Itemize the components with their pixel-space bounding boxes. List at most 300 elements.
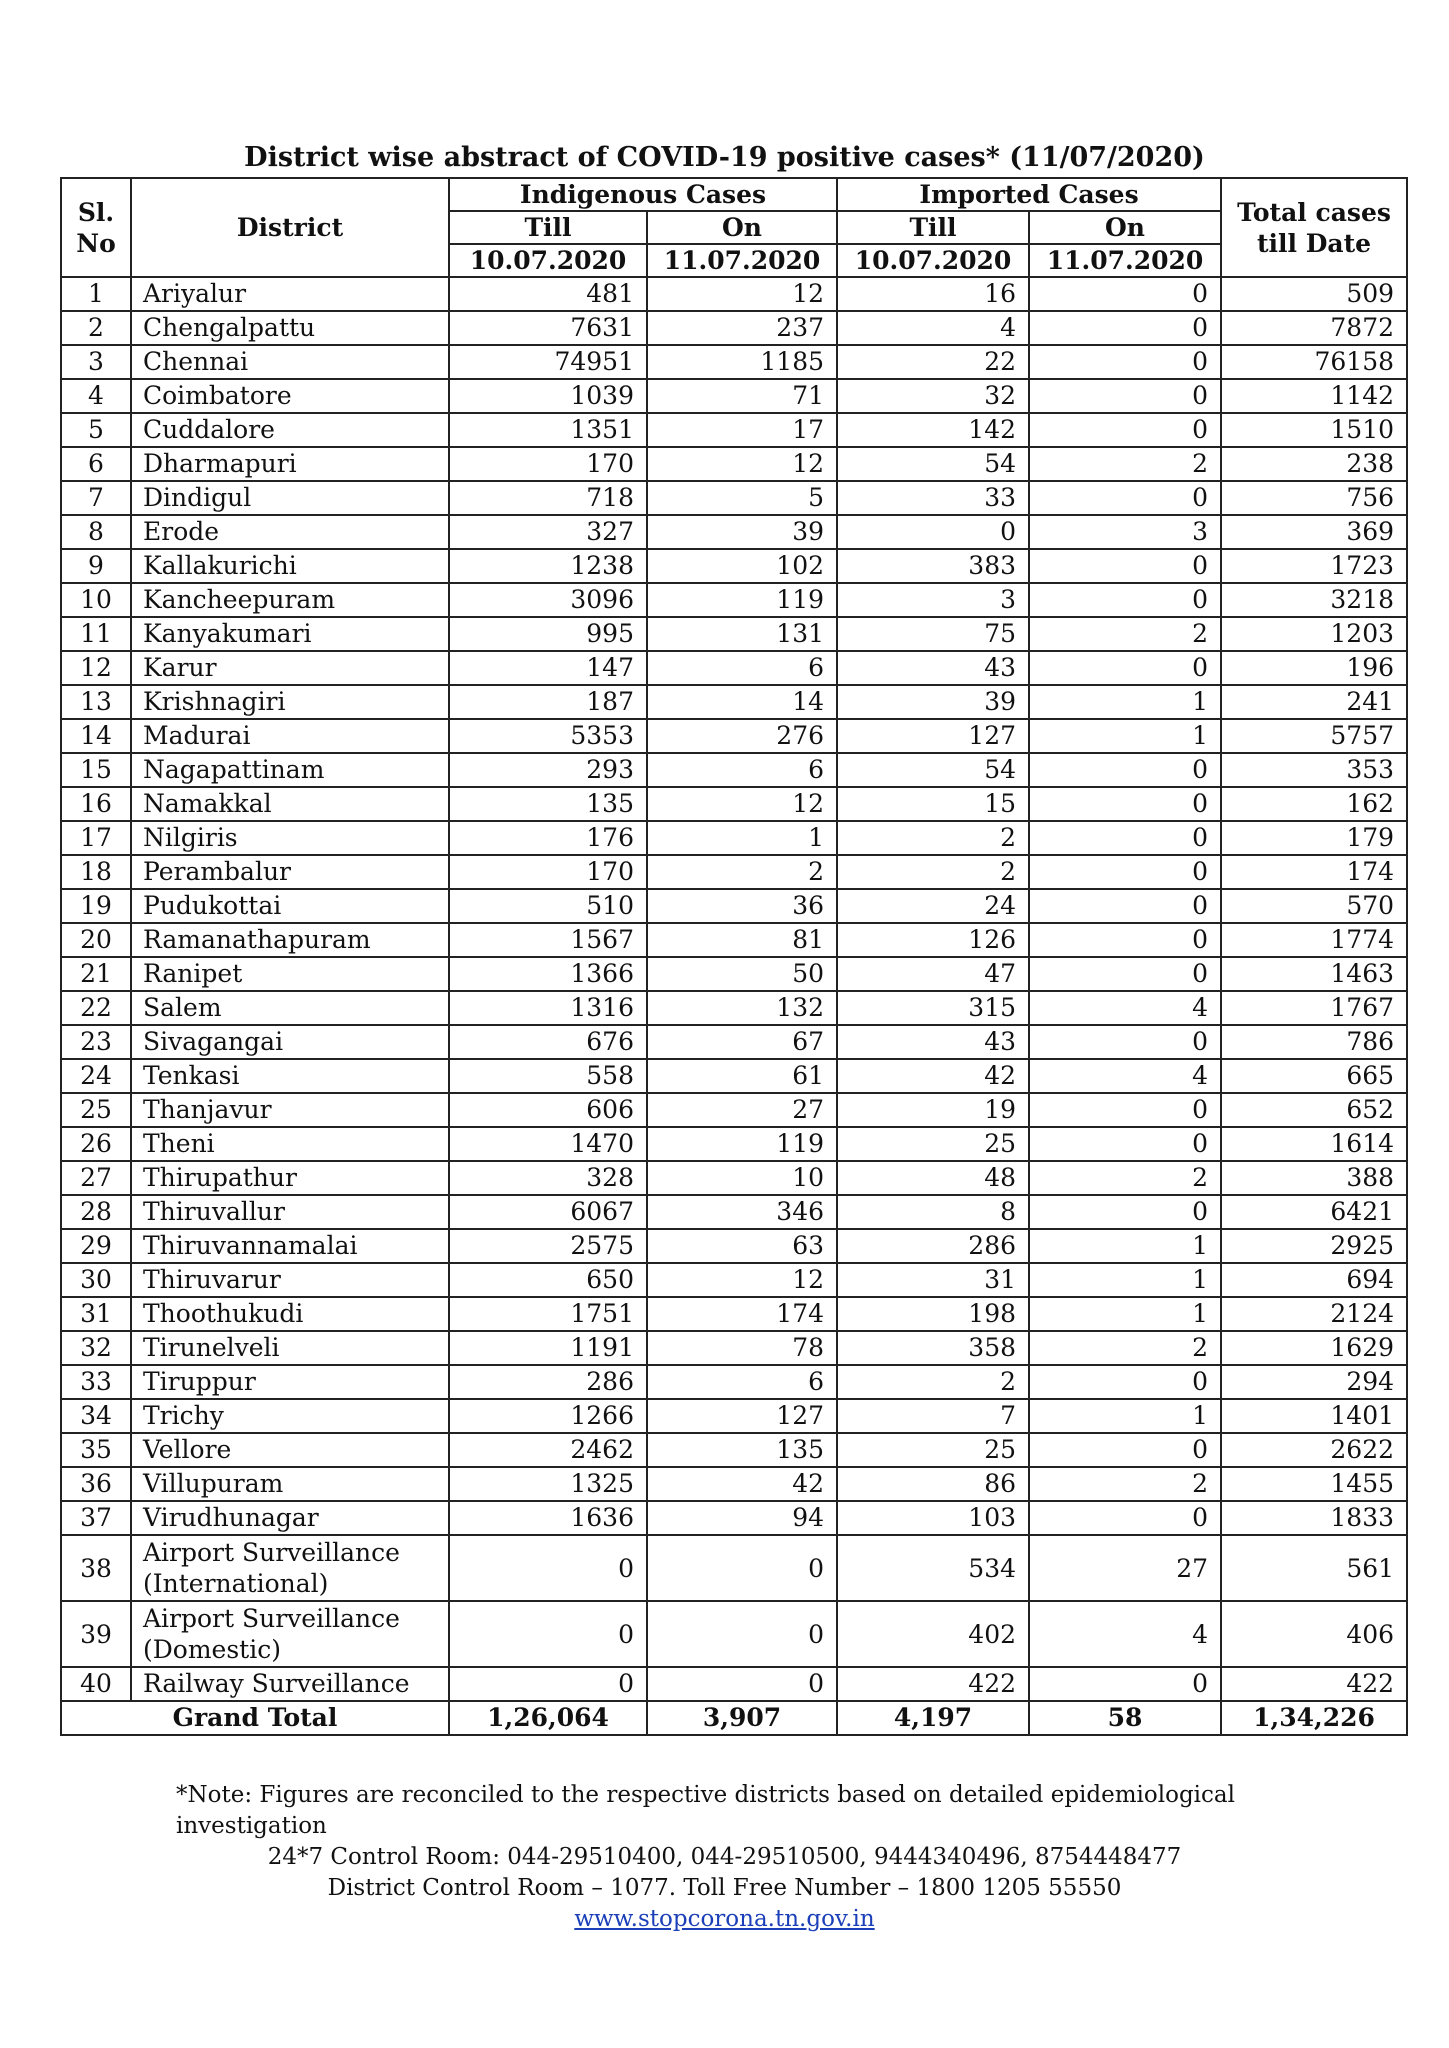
row-total-cases: 2622: [1221, 1433, 1407, 1467]
row-indigenous-on: 5: [647, 481, 837, 515]
row-imported-till: 42: [837, 1059, 1029, 1093]
row-district: Virudhunagar: [131, 1501, 449, 1535]
row-imported-till: 54: [837, 753, 1029, 787]
table-row: [61, 1059, 1407, 1093]
row-imported-till: 8: [837, 1195, 1029, 1229]
row-imported-on: 0: [1029, 549, 1221, 583]
row-total-cases: 1723: [1221, 549, 1407, 583]
row-district: Pudukottai: [131, 889, 449, 923]
row-total-cases: 5757: [1221, 719, 1407, 753]
table-row: [61, 651, 1407, 685]
row-district: Thiruvarur: [131, 1263, 449, 1297]
footer-website-link[interactable]: www.stopcorona.tn.gov.in: [574, 1906, 875, 1932]
table-row: [61, 447, 1407, 481]
row-imported-till: 25: [837, 1433, 1029, 1467]
row-indigenous-on: 17: [647, 413, 837, 447]
row-indigenous-on: 12: [647, 447, 837, 481]
row-imported-till: 127: [837, 719, 1029, 753]
row-imported-on: 0: [1029, 1127, 1221, 1161]
row-district: Ariyalur: [131, 277, 449, 311]
row-indigenous-on: 237: [647, 311, 837, 345]
row-indigenous-till: 328: [449, 1161, 647, 1195]
row-district: Cuddalore: [131, 413, 449, 447]
row-indigenous-till: 1325: [449, 1467, 647, 1501]
row-indigenous-till: 170: [449, 447, 647, 481]
row-district: Salem: [131, 991, 449, 1025]
row-total-cases: 1767: [1221, 991, 1407, 1025]
row-district: Railway Surveillance: [131, 1667, 449, 1701]
row-imported-till: 43: [837, 651, 1029, 685]
row-imported-till: 39: [837, 685, 1029, 719]
header-indigenous-till-date: 10.07.2020: [449, 244, 647, 277]
row-imported-on: 0: [1029, 413, 1221, 447]
row-indigenous-on: 132: [647, 991, 837, 1025]
row-district: Perambalur: [131, 855, 449, 889]
row-indigenous-till: 327: [449, 515, 647, 549]
row-total-cases: 694: [1221, 1263, 1407, 1297]
row-indigenous-on: 135: [647, 1433, 837, 1467]
row-indigenous-on: 36: [647, 889, 837, 923]
table-row: [61, 1195, 1407, 1229]
row-imported-till: 24: [837, 889, 1029, 923]
row-total-cases: 238: [1221, 447, 1407, 481]
row-imported-till: 86: [837, 1467, 1029, 1501]
row-indigenous-on: 0: [647, 1601, 837, 1667]
row-indigenous-till: 1316: [449, 991, 647, 1025]
row-total-cases: 6421: [1221, 1195, 1407, 1229]
row-sl-no: 4: [61, 379, 131, 413]
row-district: Dindigul: [131, 481, 449, 515]
row-sl-no: 33: [61, 1365, 131, 1399]
row-indigenous-till: 1039: [449, 379, 647, 413]
table-row: [61, 991, 1407, 1025]
row-indigenous-till: 1751: [449, 1297, 647, 1331]
row-sl-no: 36: [61, 1467, 131, 1501]
row-sl-no: 16: [61, 787, 131, 821]
row-district: Thoothukudi: [131, 1297, 449, 1331]
row-indigenous-till: 286: [449, 1365, 647, 1399]
row-indigenous-on: 81: [647, 923, 837, 957]
row-indigenous-till: 1266: [449, 1399, 647, 1433]
row-indigenous-till: 176: [449, 821, 647, 855]
row-sl-no: 30: [61, 1263, 131, 1297]
row-imported-till: 286: [837, 1229, 1029, 1263]
table-row: [61, 1399, 1407, 1433]
row-indigenous-on: 50: [647, 957, 837, 991]
row-imported-on: 0: [1029, 821, 1221, 855]
row-imported-on: 4: [1029, 1601, 1221, 1667]
header-imported-till-date: 10.07.2020: [837, 244, 1029, 277]
table-row: [61, 1601, 1407, 1667]
row-sl-no: 35: [61, 1433, 131, 1467]
row-indigenous-on: 119: [647, 583, 837, 617]
row-imported-on: 0: [1029, 1195, 1221, 1229]
row-imported-till: 33: [837, 481, 1029, 515]
row-sl-no: 38: [61, 1535, 131, 1601]
row-total-cases: 369: [1221, 515, 1407, 549]
row-sl-no: 18: [61, 855, 131, 889]
row-sl-no: 29: [61, 1229, 131, 1263]
grand-total-label: Grand Total: [61, 1701, 449, 1735]
row-indigenous-till: 558: [449, 1059, 647, 1093]
table-row: [61, 821, 1407, 855]
row-total-cases: 422: [1221, 1667, 1407, 1701]
table-row: [61, 413, 1407, 447]
row-total-cases: 241: [1221, 685, 1407, 719]
grand-total-imported-on: 58: [1029, 1701, 1221, 1735]
row-sl-no: 19: [61, 889, 131, 923]
row-imported-on: 0: [1029, 923, 1221, 957]
row-sl-no: 37: [61, 1501, 131, 1535]
row-imported-till: 31: [837, 1263, 1029, 1297]
row-imported-on: 1: [1029, 685, 1221, 719]
table-row: [61, 719, 1407, 753]
row-indigenous-till: 481: [449, 277, 647, 311]
row-imported-on: 0: [1029, 1667, 1221, 1701]
row-imported-on: 0: [1029, 889, 1221, 923]
row-imported-on: 1: [1029, 1399, 1221, 1433]
row-imported-till: 2: [837, 1365, 1029, 1399]
row-indigenous-on: 0: [647, 1667, 837, 1701]
table-row: [61, 889, 1407, 923]
row-total-cases: 1142: [1221, 379, 1407, 413]
row-imported-on: 3: [1029, 515, 1221, 549]
row-indigenous-on: 67: [647, 1025, 837, 1059]
header-indigenous-till-label: Till: [449, 211, 647, 244]
row-sl-no: 9: [61, 549, 131, 583]
row-imported-on: 0: [1029, 345, 1221, 379]
row-indigenous-on: 102: [647, 549, 837, 583]
header-total-cases: Total cases till Date: [1221, 178, 1407, 277]
table-row: [61, 685, 1407, 719]
row-sl-no: 17: [61, 821, 131, 855]
row-indigenous-till: 718: [449, 481, 647, 515]
table-row: [61, 1467, 1407, 1501]
header-sl-no: Sl. No: [61, 178, 131, 277]
row-total-cases: 665: [1221, 1059, 1407, 1093]
row-indigenous-on: 39: [647, 515, 837, 549]
row-imported-till: 25: [837, 1127, 1029, 1161]
table-row: [61, 549, 1407, 583]
row-sl-no: 5: [61, 413, 131, 447]
row-imported-till: 2: [837, 855, 1029, 889]
row-total-cases: 196: [1221, 651, 1407, 685]
row-district: Theni: [131, 1127, 449, 1161]
row-total-cases: 353: [1221, 753, 1407, 787]
row-indigenous-on: 61: [647, 1059, 837, 1093]
row-sl-no: 7: [61, 481, 131, 515]
row-district: Krishnagiri: [131, 685, 449, 719]
row-indigenous-till: 606: [449, 1093, 647, 1127]
row-indigenous-till: 3096: [449, 583, 647, 617]
row-indigenous-till: 293: [449, 753, 647, 787]
row-sl-no: 26: [61, 1127, 131, 1161]
header-indigenous-on-label: On: [647, 211, 837, 244]
row-sl-no: 23: [61, 1025, 131, 1059]
row-imported-on: 0: [1029, 277, 1221, 311]
row-indigenous-till: 170: [449, 855, 647, 889]
row-total-cases: 1401: [1221, 1399, 1407, 1433]
row-indigenous-on: 346: [647, 1195, 837, 1229]
row-imported-till: 358: [837, 1331, 1029, 1365]
row-district: Coimbatore: [131, 379, 449, 413]
row-indigenous-till: 676: [449, 1025, 647, 1059]
row-sl-no: 3: [61, 345, 131, 379]
header-imported-cases: Imported Cases: [837, 178, 1221, 211]
row-district: Vellore: [131, 1433, 449, 1467]
table-row: [61, 1667, 1407, 1701]
row-indigenous-till: 510: [449, 889, 647, 923]
row-imported-till: 48: [837, 1161, 1029, 1195]
table-row: [61, 1263, 1407, 1297]
row-total-cases: 1629: [1221, 1331, 1407, 1365]
table-row: [61, 1161, 1407, 1195]
row-indigenous-till: 147: [449, 651, 647, 685]
row-sl-no: 10: [61, 583, 131, 617]
row-indigenous-on: 6: [647, 1365, 837, 1399]
row-indigenous-till: 0: [449, 1535, 647, 1601]
header-indigenous-cases: Indigenous Cases: [449, 178, 837, 211]
row-imported-on: 4: [1029, 991, 1221, 1025]
row-indigenous-till: 74951: [449, 345, 647, 379]
table-row: [61, 1127, 1407, 1161]
row-imported-till: 198: [837, 1297, 1029, 1331]
row-indigenous-till: 6067: [449, 1195, 647, 1229]
row-sl-no: 12: [61, 651, 131, 685]
row-district: Airport Surveillance (Domestic): [131, 1601, 449, 1667]
row-district: Ramanathapuram: [131, 923, 449, 957]
row-district: Thirupathur: [131, 1161, 449, 1195]
row-total-cases: 786: [1221, 1025, 1407, 1059]
row-total-cases: 2925: [1221, 1229, 1407, 1263]
row-imported-till: 402: [837, 1601, 1029, 1667]
row-imported-on: 2: [1029, 1161, 1221, 1195]
row-district: Tirunelveli: [131, 1331, 449, 1365]
row-sl-no: 22: [61, 991, 131, 1025]
row-indigenous-on: 131: [647, 617, 837, 651]
row-district: Madurai: [131, 719, 449, 753]
row-indigenous-till: 995: [449, 617, 647, 651]
row-indigenous-on: 174: [647, 1297, 837, 1331]
row-total-cases: 1833: [1221, 1501, 1407, 1535]
row-indigenous-till: 2575: [449, 1229, 647, 1263]
row-total-cases: 388: [1221, 1161, 1407, 1195]
table-row: [61, 311, 1407, 345]
row-indigenous-till: 7631: [449, 311, 647, 345]
grand-total-cases: 1,34,226: [1221, 1701, 1407, 1735]
row-imported-on: 0: [1029, 1501, 1221, 1535]
footer-control-room: 24*7 Control Room: 044-29510400, 044-29510500, 9444340496, 8754448477: [267, 1844, 1182, 1870]
row-imported-till: 126: [837, 923, 1029, 957]
row-sl-no: 28: [61, 1195, 131, 1229]
grand-total-indigenous-till: 1,26,064: [449, 1701, 647, 1735]
row-imported-on: 0: [1029, 481, 1221, 515]
row-district: Kanyakumari: [131, 617, 449, 651]
row-indigenous-till: 135: [449, 787, 647, 821]
row-imported-on: 1: [1029, 1263, 1221, 1297]
row-district: Thiruvallur: [131, 1195, 449, 1229]
row-indigenous-till: 5353: [449, 719, 647, 753]
row-imported-on: 2: [1029, 617, 1221, 651]
row-imported-on: 0: [1029, 855, 1221, 889]
row-imported-on: 0: [1029, 753, 1221, 787]
row-imported-on: 1: [1029, 719, 1221, 753]
row-sl-no: 24: [61, 1059, 131, 1093]
row-sl-no: 6: [61, 447, 131, 481]
row-indigenous-on: 2: [647, 855, 837, 889]
row-sl-no: 31: [61, 1297, 131, 1331]
row-imported-on: 0: [1029, 379, 1221, 413]
grand-total-imported-till: 4,197: [837, 1701, 1029, 1735]
row-imported-on: 27: [1029, 1535, 1221, 1601]
row-indigenous-on: 6: [647, 753, 837, 787]
row-indigenous-on: 1: [647, 821, 837, 855]
row-imported-till: 315: [837, 991, 1029, 1025]
row-district: Chennai: [131, 345, 449, 379]
row-district: Chengalpattu: [131, 311, 449, 345]
table-row: [61, 481, 1407, 515]
row-total-cases: 570: [1221, 889, 1407, 923]
table-row: [61, 617, 1407, 651]
row-indigenous-on: 71: [647, 379, 837, 413]
row-sl-no: 39: [61, 1601, 131, 1667]
row-indigenous-on: 0: [647, 1535, 837, 1601]
row-sl-no: 15: [61, 753, 131, 787]
grand-total-row: [61, 1701, 1407, 1735]
row-indigenous-on: 42: [647, 1467, 837, 1501]
table-row: [61, 1501, 1407, 1535]
table-row: [61, 787, 1407, 821]
row-imported-till: 103: [837, 1501, 1029, 1535]
row-total-cases: 7872: [1221, 311, 1407, 345]
row-imported-till: 2: [837, 821, 1029, 855]
row-imported-till: 422: [837, 1667, 1029, 1701]
table-row: [61, 277, 1407, 311]
row-imported-till: 19: [837, 1093, 1029, 1127]
row-imported-till: 142: [837, 413, 1029, 447]
table-body: [61, 277, 1407, 1701]
row-indigenous-on: 12: [647, 277, 837, 311]
row-imported-on: 0: [1029, 583, 1221, 617]
row-total-cases: 652: [1221, 1093, 1407, 1127]
row-imported-till: 4: [837, 311, 1029, 345]
row-district: Karur: [131, 651, 449, 685]
row-indigenous-till: 1636: [449, 1501, 647, 1535]
row-total-cases: 1614: [1221, 1127, 1407, 1161]
row-imported-till: 7: [837, 1399, 1029, 1433]
row-imported-on: 0: [1029, 1365, 1221, 1399]
row-sl-no: 25: [61, 1093, 131, 1127]
header-imported-on-label: On: [1029, 211, 1221, 244]
row-indigenous-on: 12: [647, 1263, 837, 1297]
row-indigenous-on: 1185: [647, 345, 837, 379]
row-total-cases: 1463: [1221, 957, 1407, 991]
document-title: District wise abstract of COVID-19 positive cases* (11/07/2020): [244, 142, 1205, 173]
row-total-cases: 2124: [1221, 1297, 1407, 1331]
row-indigenous-on: 63: [647, 1229, 837, 1263]
row-total-cases: 406: [1221, 1601, 1407, 1667]
table-row: [61, 1331, 1407, 1365]
row-imported-on: 0: [1029, 1433, 1221, 1467]
row-indigenous-till: 1191: [449, 1331, 647, 1365]
row-district: Nagapattinam: [131, 753, 449, 787]
row-sl-no: 40: [61, 1667, 131, 1701]
row-district: Tiruppur: [131, 1365, 449, 1399]
row-total-cases: 756: [1221, 481, 1407, 515]
row-sl-no: 8: [61, 515, 131, 549]
table-row: [61, 753, 1407, 787]
row-imported-on: 2: [1029, 1467, 1221, 1501]
table-row: [61, 923, 1407, 957]
grand-total-indigenous-on: 3,907: [647, 1701, 837, 1735]
row-district: Kancheepuram: [131, 583, 449, 617]
row-imported-till: 383: [837, 549, 1029, 583]
row-indigenous-till: 187: [449, 685, 647, 719]
table-row: [61, 1093, 1407, 1127]
row-indigenous-on: 27: [647, 1093, 837, 1127]
row-total-cases: 561: [1221, 1535, 1407, 1601]
row-imported-on: 4: [1029, 1059, 1221, 1093]
header-imported-on-date: 11.07.2020: [1029, 244, 1221, 277]
row-imported-on: 1: [1029, 1229, 1221, 1263]
row-total-cases: 3218: [1221, 583, 1407, 617]
row-indigenous-on: 94: [647, 1501, 837, 1535]
row-imported-on: 0: [1029, 311, 1221, 345]
table-row: [61, 1535, 1407, 1601]
row-imported-till: 75: [837, 617, 1029, 651]
row-imported-till: 3: [837, 583, 1029, 617]
table-row: [61, 1229, 1407, 1263]
row-total-cases: 294: [1221, 1365, 1407, 1399]
document-footer: [0, 1780, 1449, 1935]
row-total-cases: 174: [1221, 855, 1407, 889]
row-district: Nilgiris: [131, 821, 449, 855]
row-district: Erode: [131, 515, 449, 549]
row-sl-no: 34: [61, 1399, 131, 1433]
covid-case-table: [60, 177, 1408, 1736]
row-district: Sivagangai: [131, 1025, 449, 1059]
row-imported-till: 16: [837, 277, 1029, 311]
row-district: Thiruvannamalai: [131, 1229, 449, 1263]
row-indigenous-till: 1366: [449, 957, 647, 991]
row-imported-till: 0: [837, 515, 1029, 549]
row-total-cases: 76158: [1221, 345, 1407, 379]
row-indigenous-on: 14: [647, 685, 837, 719]
row-indigenous-on: 127: [647, 1399, 837, 1433]
row-total-cases: 1510: [1221, 413, 1407, 447]
table-row: [61, 515, 1407, 549]
table-row: [61, 1365, 1407, 1399]
row-indigenous-on: 78: [647, 1331, 837, 1365]
row-imported-till: 43: [837, 1025, 1029, 1059]
row-imported-till: 22: [837, 345, 1029, 379]
row-imported-on: 0: [1029, 957, 1221, 991]
row-district: Dharmapuri: [131, 447, 449, 481]
table-row: [61, 1433, 1407, 1467]
row-indigenous-till: 650: [449, 1263, 647, 1297]
row-indigenous-till: 0: [449, 1601, 647, 1667]
row-imported-till: 534: [837, 1535, 1029, 1601]
row-indigenous-till: 0: [449, 1667, 647, 1701]
row-indigenous-on: 6: [647, 651, 837, 685]
row-district: Tenkasi: [131, 1059, 449, 1093]
header-indigenous-on-date: 11.07.2020: [647, 244, 837, 277]
row-imported-till: 32: [837, 379, 1029, 413]
row-imported-till: 15: [837, 787, 1029, 821]
row-imported-on: 0: [1029, 1093, 1221, 1127]
row-sl-no: 32: [61, 1331, 131, 1365]
footer-district-control-room: District Control Room – 1077. Toll Free Number – 1800 1205 55550: [327, 1875, 1122, 1901]
